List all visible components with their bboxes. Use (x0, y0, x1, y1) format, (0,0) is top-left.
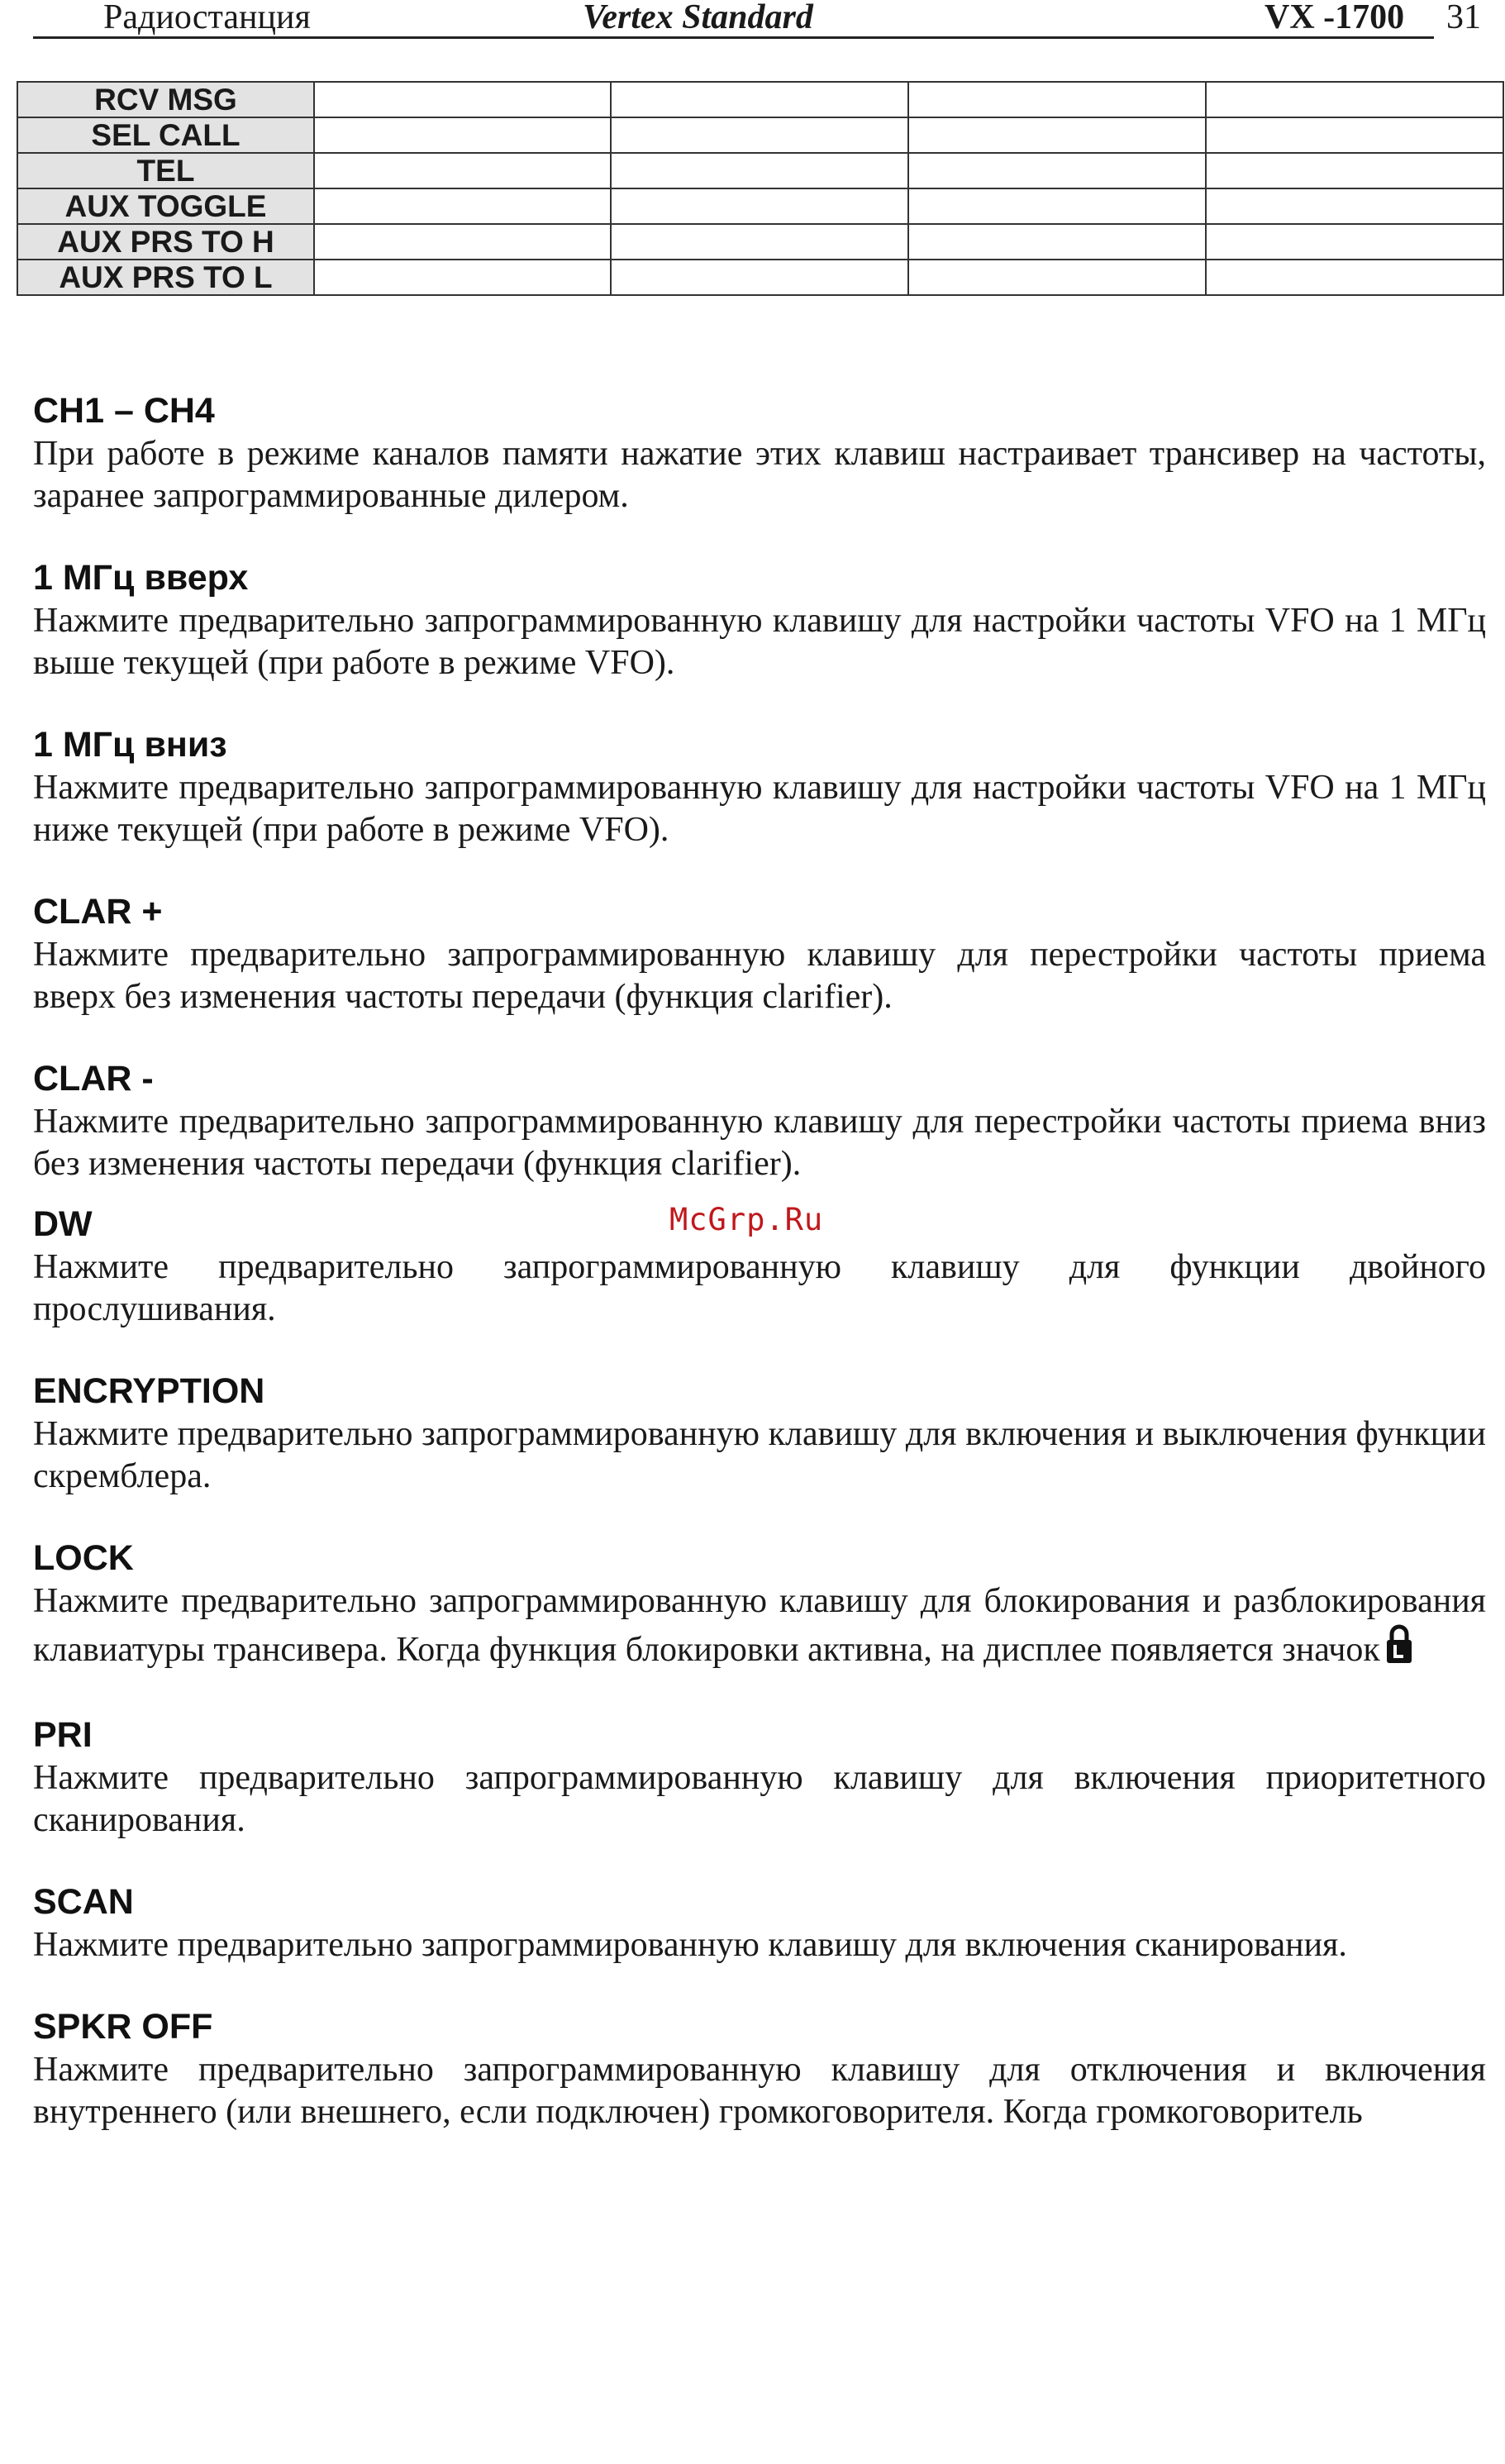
section-text: Нажмите предварительно запрограммированную клавишу для настройки частоты VFO на 1 МГц выше текущей (при работе в режиме VFO). (33, 602, 1486, 682)
section-text: Нажмите предварительно запрограммированную клавишу для блокирования и разблокирования клавиатуры трансивера. Когда функция блокировки активна, на дисплее появляется значок (33, 1582, 1486, 1669)
section-text: Нажмите предварительно запрограммированную клавишу для включения и выключения функции скремблера. (33, 1415, 1486, 1495)
table-row (17, 82, 1503, 117)
key-function-table (17, 81, 1504, 296)
header-model: VX -1700 (1264, 0, 1405, 36)
section-title: SPKR OFF (33, 2007, 213, 2047)
empty-cell (1206, 82, 1503, 117)
key-name-cell: TEL (17, 153, 314, 188)
table-row (17, 153, 1503, 188)
section-text: Нажмите предварительно запрограммированную клавишу для отключения и включения внутреннего (или внешнего, если подключен) громкоговорителя. Когда громкоговоритель (33, 2051, 1486, 2131)
empty-cell (314, 117, 611, 153)
section-scan (33, 1880, 1486, 1966)
section-text: При работе в режиме каналов памяти нажатие этих клавиш настраивает трансивер на частоты, заранее запрограммированные дилером. (33, 435, 1486, 515)
empty-cell (1206, 224, 1503, 260)
key-name-cell: SEL CALL (17, 117, 314, 153)
empty-cell (611, 153, 908, 188)
section-title: 1 МГц вниз (33, 725, 227, 765)
empty-cell (908, 188, 1206, 224)
page-number: 31 (1446, 0, 1481, 36)
empty-cell (908, 153, 1206, 188)
section-spkr-off (33, 2004, 1486, 2133)
table-row (17, 117, 1503, 153)
section-text-wrapper (33, 1580, 1486, 1675)
empty-cell (1206, 153, 1503, 188)
empty-cell (314, 153, 611, 188)
section-encryption (33, 1369, 1486, 1498)
header-rule (33, 36, 1434, 39)
section-text: Нажмите предварительно запрограммированную клавишу для настройки частоты VFO на 1 МГц ниже текущей (при работе в режиме VFO). (33, 769, 1486, 849)
empty-cell (314, 260, 611, 295)
watermark: McGrp.Ru (669, 1202, 824, 1237)
empty-cell (1206, 188, 1503, 224)
section-title: CH1 – CH4 (33, 391, 215, 431)
section-text: Нажмите предварительно запрограммированную клавишу для включения сканирования. (33, 1926, 1347, 1964)
section-text: Нажмите предварительно запрограммированную клавишу для перестройки частоты приема вверх без изменения частоты передачи (функция clarifier). (33, 936, 1486, 1016)
section-pri (33, 1713, 1486, 1842)
empty-cell (908, 82, 1206, 117)
empty-cell (1206, 260, 1503, 295)
empty-cell (611, 188, 908, 224)
section-text: Нажмите предварительно запрограммированную клавишу для перестройки частоты приема вниз без изменения частоты передачи (функция clarifier). (33, 1103, 1486, 1183)
empty-cell (314, 224, 611, 260)
section-title: CLAR - (33, 1059, 154, 1099)
table-row (17, 224, 1503, 260)
section-1mhz-up (33, 555, 1486, 684)
empty-cell (908, 260, 1206, 295)
table-row (17, 188, 1503, 224)
empty-cell (314, 188, 611, 224)
empty-cell (611, 117, 908, 153)
empty-cell (611, 260, 908, 295)
section-clar-minus (33, 1056, 1486, 1185)
section-title: ENCRYPTION (33, 1371, 265, 1411)
empty-cell (611, 224, 908, 260)
section-lock (33, 1536, 1486, 1675)
section-ch1-ch4 (33, 388, 1486, 517)
section-title: PRI (33, 1715, 93, 1755)
function-descriptions (33, 388, 1486, 2171)
empty-cell (1206, 117, 1503, 153)
section-title: LOCK (33, 1538, 134, 1578)
key-name-cell: AUX PRS TO H (17, 224, 314, 260)
header-device-type: Радиостанция (103, 0, 311, 36)
section-title: SCAN (33, 1882, 134, 1922)
empty-cell (611, 82, 908, 117)
section-title: CLAR + (33, 892, 163, 932)
section-1mhz-down (33, 722, 1486, 851)
page-header (0, 0, 1505, 41)
section-title: 1 МГц вверх (33, 558, 249, 598)
key-name-cell: RCV MSG (17, 82, 314, 117)
table-row (17, 260, 1503, 295)
empty-cell (908, 224, 1206, 260)
section-text: Нажмите предварительно запрограммированную клавишу для включения приоритетного сканирования. (33, 1759, 1486, 1839)
header-brand: Vertex Standard (583, 0, 813, 36)
empty-cell (908, 117, 1206, 153)
key-name-cell: AUX PRS TO L (17, 260, 314, 295)
section-text: Нажмите предварительно запрограммированную клавишу для функции двойного прослушивания. (33, 1248, 1486, 1328)
section-title: DW (33, 1204, 93, 1244)
empty-cell (314, 82, 611, 117)
key-name-cell: AUX TOGGLE (17, 188, 314, 224)
lock-l-icon (1385, 1623, 1413, 1675)
section-clar-plus (33, 889, 1486, 1018)
